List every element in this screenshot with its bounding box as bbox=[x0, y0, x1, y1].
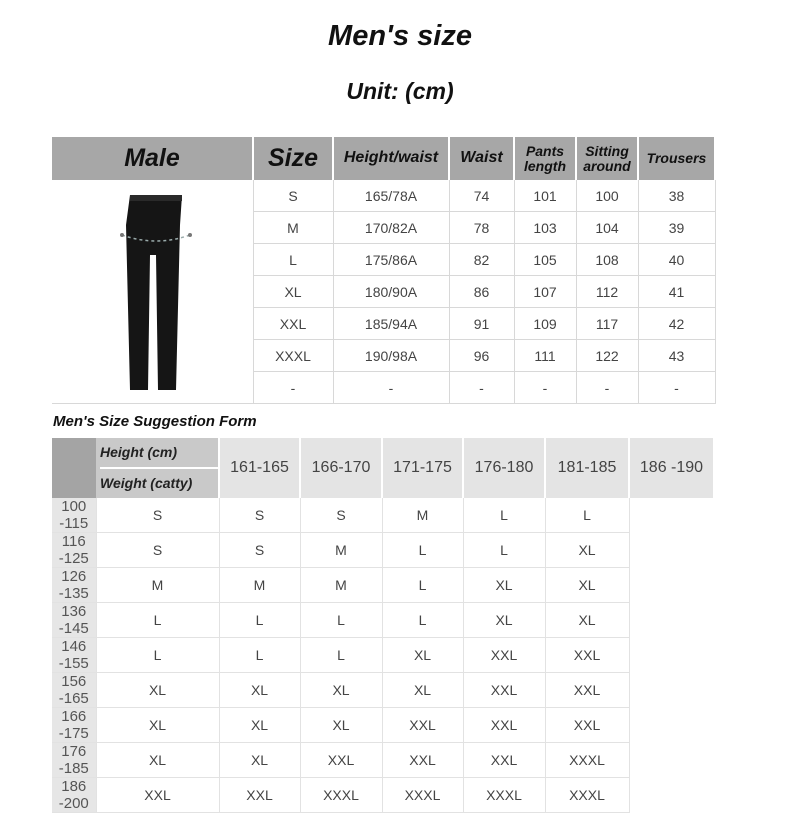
suggestion-row bbox=[52, 568, 714, 603]
height-range-header: 166-170 bbox=[300, 438, 382, 498]
corner-weight-label: Weight (catty) bbox=[100, 475, 193, 491]
size-cell: L bbox=[253, 244, 333, 276]
size-cell: 40 bbox=[638, 244, 715, 276]
suggested-size-cell: L bbox=[96, 638, 219, 673]
weight-range-cell: 146 -155 bbox=[52, 638, 96, 673]
size-cell: 38 bbox=[638, 180, 715, 212]
size-cell: M bbox=[253, 212, 333, 244]
size-cell: 39 bbox=[638, 212, 715, 244]
suggested-size-cell: XXL bbox=[219, 778, 300, 813]
height-range-header: 186 -190 bbox=[629, 438, 714, 498]
height-range-header: 181-185 bbox=[545, 438, 629, 498]
page-title: Men's size bbox=[328, 20, 472, 52]
suggested-size-cell: XXL bbox=[545, 708, 629, 743]
header-waist: Waist bbox=[449, 137, 514, 180]
suggested-size-cell: L bbox=[96, 603, 219, 638]
size-cell: 104 bbox=[576, 212, 638, 244]
size-cell: 91 bbox=[449, 308, 514, 340]
suggested-size-cell: L bbox=[545, 498, 629, 533]
suggested-size-cell: XXL bbox=[463, 743, 545, 778]
size-cell: 185/94A bbox=[333, 308, 449, 340]
size-cell: 41 bbox=[638, 276, 715, 308]
header-size: Size bbox=[253, 137, 333, 180]
weight-range-cell: 136 -145 bbox=[52, 603, 96, 638]
suggested-size-cell: L bbox=[300, 603, 382, 638]
size-cell: - bbox=[514, 372, 576, 404]
suggested-size-cell: L bbox=[382, 568, 463, 603]
suggested-size-cell: XL bbox=[300, 708, 382, 743]
suggested-size-cell: XL bbox=[219, 743, 300, 778]
suggested-size-cell: S bbox=[300, 498, 382, 533]
suggested-size-cell: L bbox=[382, 603, 463, 638]
suggested-size-cell: XXXL bbox=[382, 778, 463, 813]
suggestion-row bbox=[52, 778, 714, 813]
suggested-size-cell: XXXL bbox=[300, 778, 382, 813]
suggested-size-cell: XL bbox=[545, 533, 629, 568]
header-sitting-around bbox=[576, 137, 638, 180]
suggested-size-cell: XL bbox=[96, 673, 219, 708]
size-cell: - bbox=[576, 372, 638, 404]
size-row bbox=[52, 180, 715, 212]
weight-range-cell: 100 -115 bbox=[52, 498, 96, 533]
header-pants-line2: length bbox=[524, 157, 566, 174]
size-cell: - bbox=[638, 372, 715, 404]
size-cell: 42 bbox=[638, 308, 715, 340]
size-cell: - bbox=[253, 372, 333, 404]
suggested-size-cell: XL bbox=[545, 568, 629, 603]
size-cell: 108 bbox=[576, 244, 638, 276]
suggestion-row bbox=[52, 743, 714, 778]
suggested-size-cell: XL bbox=[219, 673, 300, 708]
size-cell: 109 bbox=[514, 308, 576, 340]
suggested-size-cell: S bbox=[96, 498, 219, 533]
corner-height-label: Height (cm) bbox=[100, 438, 218, 469]
suggested-size-cell: XXXL bbox=[463, 778, 545, 813]
suggested-size-cell: XL bbox=[463, 568, 545, 603]
size-cell: XXL bbox=[253, 308, 333, 340]
size-table bbox=[52, 137, 716, 404]
size-cell: XL bbox=[253, 276, 333, 308]
size-cell: S bbox=[253, 180, 333, 212]
size-cell: 107 bbox=[514, 276, 576, 308]
suggested-size-cell: XXL bbox=[545, 673, 629, 708]
header-trousers: Trousers bbox=[638, 137, 715, 180]
header-pants-line1: Pants bbox=[525, 142, 565, 159]
suggested-size-cell: M bbox=[96, 568, 219, 603]
size-cell: 96 bbox=[449, 340, 514, 372]
suggested-size-cell: S bbox=[96, 533, 219, 568]
suggested-size-cell: L bbox=[219, 638, 300, 673]
size-cell: 165/78A bbox=[333, 180, 449, 212]
suggestion-row bbox=[52, 638, 714, 673]
size-cell: 112 bbox=[576, 276, 638, 308]
size-table-header bbox=[52, 137, 715, 180]
suggested-size-cell: XL bbox=[545, 603, 629, 638]
weight-range-cell: 156 -165 bbox=[52, 673, 96, 708]
weight-range-cell: 126 -135 bbox=[52, 568, 96, 603]
size-cell: 103 bbox=[514, 212, 576, 244]
height-range-header: 161-165 bbox=[219, 438, 300, 498]
suggested-size-cell: M bbox=[300, 568, 382, 603]
size-cell: 175/86A bbox=[333, 244, 449, 276]
size-cell: 100 bbox=[576, 180, 638, 212]
size-cell: 82 bbox=[449, 244, 514, 276]
suggestion-row bbox=[52, 533, 714, 568]
suggested-size-cell: XXL bbox=[545, 638, 629, 673]
suggestion-row bbox=[52, 603, 714, 638]
size-cell: 86 bbox=[449, 276, 514, 308]
suggestion-row bbox=[52, 708, 714, 743]
suggested-size-cell: XL bbox=[96, 743, 219, 778]
height-range-header: 171-175 bbox=[382, 438, 463, 498]
unit-label: Unit: (cm) bbox=[346, 78, 454, 104]
suggested-size-cell: L bbox=[219, 603, 300, 638]
size-cell: 190/98A bbox=[333, 340, 449, 372]
size-cell: 43 bbox=[638, 340, 715, 372]
suggested-size-cell: L bbox=[463, 533, 545, 568]
header-sitting-line1: Sitting bbox=[585, 142, 629, 159]
suggested-size-cell: XXXL bbox=[545, 778, 629, 813]
suggestion-table bbox=[52, 438, 715, 813]
size-cell: 78 bbox=[449, 212, 514, 244]
suggested-size-cell: XL bbox=[300, 673, 382, 708]
suggestion-side-bar bbox=[52, 438, 96, 498]
weight-range-cell: 186 -200 bbox=[52, 778, 96, 813]
header-sitting-line2: around bbox=[583, 157, 631, 174]
size-cell: 180/90A bbox=[333, 276, 449, 308]
suggested-size-cell: S bbox=[219, 498, 300, 533]
suggested-size-cell: XL bbox=[219, 708, 300, 743]
suggested-size-cell: XL bbox=[463, 603, 545, 638]
black-trousers-icon bbox=[92, 185, 212, 395]
weight-range-cell: 176 -185 bbox=[52, 743, 96, 778]
suggested-size-cell: L bbox=[463, 498, 545, 533]
height-range-header: 176-180 bbox=[463, 438, 545, 498]
suggested-size-cell: XL bbox=[96, 708, 219, 743]
suggested-size-cell: XXL bbox=[382, 708, 463, 743]
suggestion-header bbox=[52, 438, 714, 498]
suggested-size-cell: L bbox=[382, 533, 463, 568]
suggested-size-cell: M bbox=[300, 533, 382, 568]
suggestion-form-label: Men's Size Suggestion Form bbox=[53, 413, 257, 430]
suggested-size-cell: L bbox=[300, 638, 382, 673]
suggested-size-cell: XL bbox=[382, 673, 463, 708]
suggested-size-cell: S bbox=[219, 533, 300, 568]
suggested-size-cell: XXL bbox=[300, 743, 382, 778]
size-cell: 117 bbox=[576, 308, 638, 340]
weight-range-cell: 116 -125 bbox=[52, 533, 96, 568]
suggestion-corner bbox=[96, 438, 219, 498]
size-cell: XXXL bbox=[253, 340, 333, 372]
size-cell: 170/82A bbox=[333, 212, 449, 244]
header-male: Male bbox=[52, 137, 253, 180]
suggested-size-cell: M bbox=[219, 568, 300, 603]
suggested-size-cell: XL bbox=[382, 638, 463, 673]
suggested-size-cell: XXXL bbox=[545, 743, 629, 778]
size-cell: 111 bbox=[514, 340, 576, 372]
suggestion-row bbox=[52, 673, 714, 708]
product-photo bbox=[52, 180, 253, 404]
size-cell: - bbox=[449, 372, 514, 404]
suggested-size-cell: M bbox=[382, 498, 463, 533]
suggested-size-cell: XXL bbox=[463, 673, 545, 708]
size-cell: 105 bbox=[514, 244, 576, 276]
header-height-waist: Height/waist bbox=[333, 137, 449, 180]
size-cell: 74 bbox=[449, 180, 514, 212]
suggested-size-cell: XXL bbox=[382, 743, 463, 778]
size-cell: 122 bbox=[576, 340, 638, 372]
suggested-size-cell: XXL bbox=[463, 708, 545, 743]
suggested-size-cell: XXL bbox=[463, 638, 545, 673]
suggestion-row bbox=[52, 498, 714, 533]
header-pants-length bbox=[514, 137, 576, 180]
size-cell: - bbox=[333, 372, 449, 404]
weight-range-cell: 166 -175 bbox=[52, 708, 96, 743]
size-cell: 101 bbox=[514, 180, 576, 212]
suggested-size-cell: XXL bbox=[96, 778, 219, 813]
